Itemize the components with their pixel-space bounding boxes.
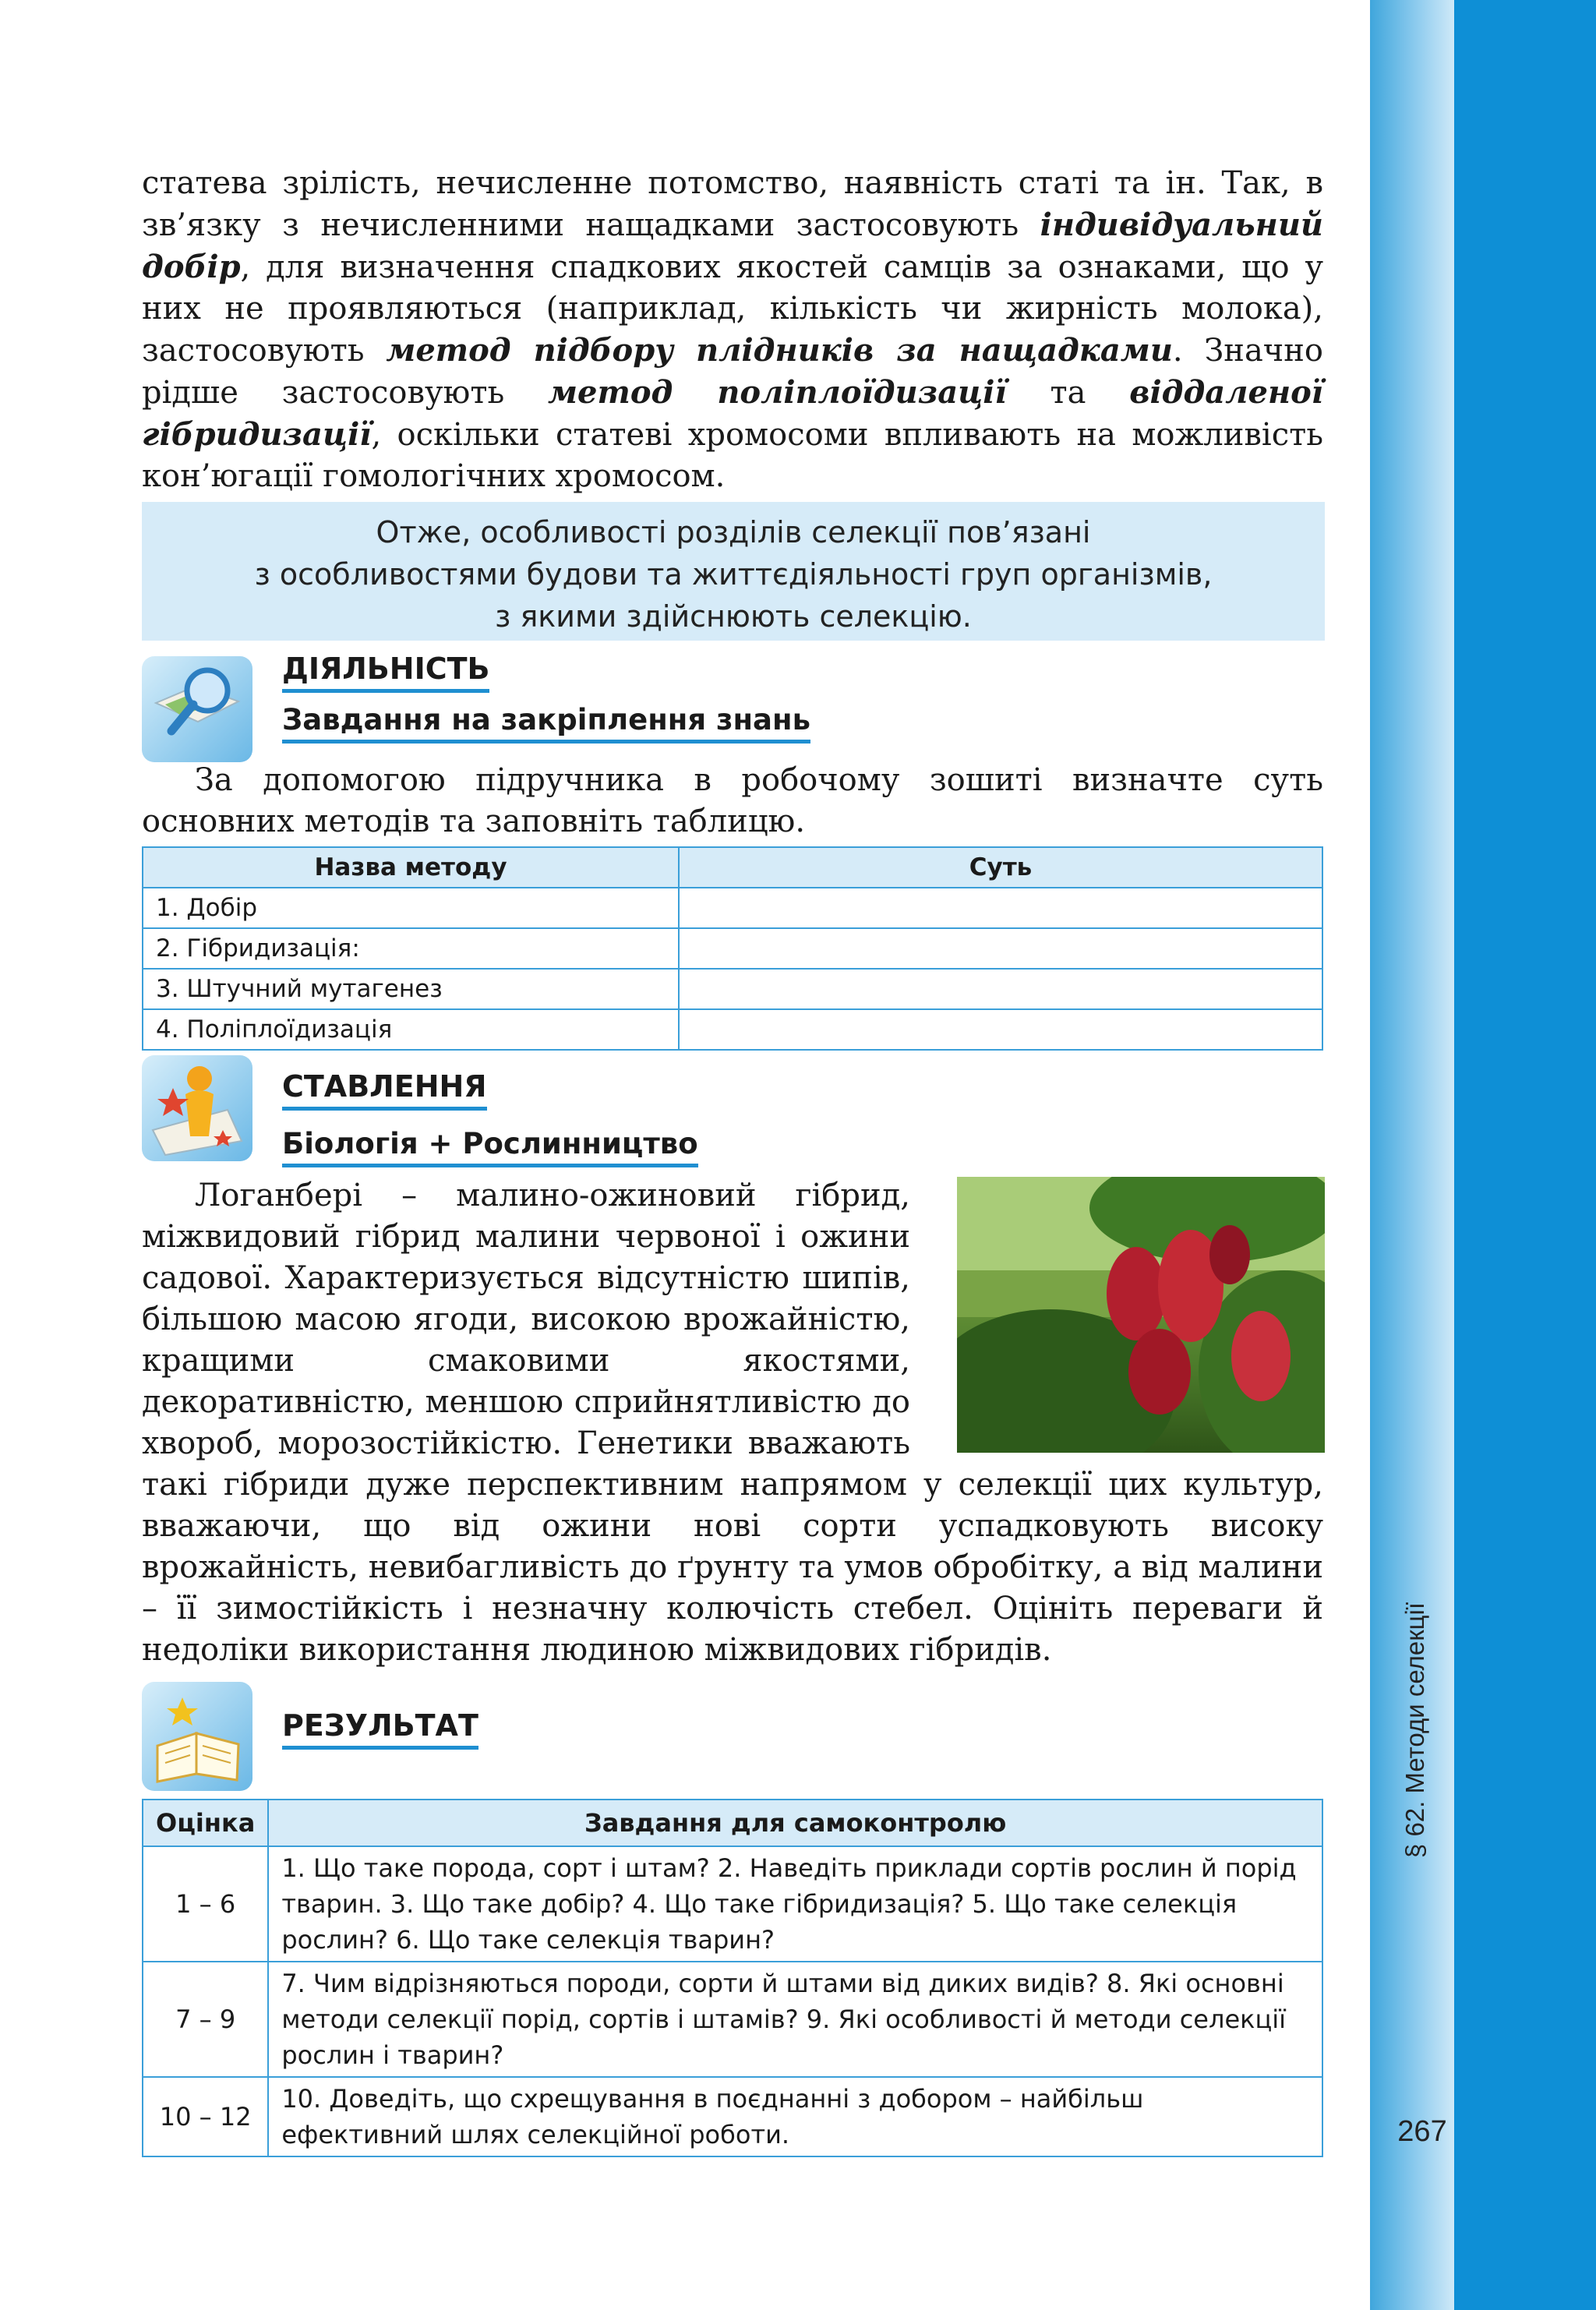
results-table [142, 1799, 1323, 2157]
table-header-row [143, 847, 1322, 888]
table-row [143, 2077, 1322, 2156]
task-cell: 1. Що таке порода, сорт і штам? 2. Наведіть приклади сортів рослин й порід тварин. 3. Що таке добір? 4. Що таке гібридизація? 5. Що таке селекція рослин? 6. Що таке селекція тварин? [268, 1846, 1322, 1962]
conclusion-line: Отже, особливості розділів селекції пов’язані [376, 515, 1091, 549]
table-header: Завдання для самоконтролю [268, 1800, 1322, 1846]
table-row [143, 888, 1322, 928]
task-cell: 7. Чим відрізняються породи, сорти й штами від диких видів? 8. Які основні методи селекції порід, сортів і штамів? 9. Які особливості й методи селекції рослин і тварин? [268, 1962, 1322, 2077]
table-row [143, 1846, 1322, 1962]
intro-paragraph: статева зрілість, нечисленне потомство, наявність статі та ін. Так, в зв’язку з нечисленними нащадками застосовують індивідуальний добір, для визначення спадкових якостей самців за ознаками, що у них не проявляються (наприклад, кількість чи жирність молока), застосовують метод підбору плідників за нащадками. Значно рідше застосовують метод поліплоїдизації та віддаленої гібридизації, оскільки статеві хромосоми впливають на можливість кон’югації гомологічних хромосом. [142, 165, 1323, 494]
attitude-paragraph [142, 1175, 1323, 1671]
method-name: 3. Штучний мутагенез [143, 969, 679, 1009]
chapter-label: § 62. Методи селекції [1400, 1602, 1429, 1859]
methods-table [142, 846, 1323, 1051]
activity-text: За допомогою підручника в робочому зошиті визначте суть основних методів та заповніть таблицю. [142, 762, 1323, 839]
method-name: 2. Гібридизація: [143, 928, 679, 969]
method-essence-cell[interactable] [679, 928, 1322, 969]
score-cell: 7 – 9 [143, 1962, 268, 2077]
method-name: 1. Добір [143, 888, 679, 928]
magnifier-map-icon [142, 656, 252, 762]
table-row [143, 969, 1322, 1009]
score-cell: 1 – 6 [143, 1846, 268, 1962]
attitude-title: СТАВЛЕННЯ [282, 1069, 487, 1111]
table-row [143, 1009, 1322, 1050]
table-row [143, 1962, 1322, 2077]
conclusion-line: з якими здійснюють селекцію. [495, 599, 972, 634]
result-title: РЕЗУЛЬТАТ [282, 1708, 478, 1750]
table-header-row [143, 1800, 1322, 1846]
person-star-icon [142, 1055, 252, 1161]
table-header: Оцінка [143, 1800, 268, 1846]
method-essence-cell[interactable] [679, 1009, 1322, 1050]
score-cell: 10 – 12 [143, 2077, 268, 2156]
table-header: Суть [679, 847, 1322, 888]
method-essence-cell[interactable] [679, 969, 1322, 1009]
sidebar-band [1454, 0, 1596, 2310]
open-book-icon [142, 1682, 252, 1791]
conclusion-box [142, 502, 1325, 641]
activity-subtitle: Завдання на закріплення знань [282, 703, 810, 744]
table-row [143, 928, 1322, 969]
sidebar-gradient [1370, 0, 1454, 2310]
conclusion-line: з особливостями будови та життєдіяльності груп організмів, [254, 557, 1213, 592]
task-cell: 10. Доведіть, що схрещування в поєднанні з добором – найбільш ефективний шлях селекційної роботи. [268, 2077, 1322, 2156]
activity-title: ДІЯЛЬНІСТЬ [282, 652, 489, 693]
method-name: 4. Поліплоїдизація [143, 1009, 679, 1050]
table-header: Назва методу [143, 847, 679, 888]
page-number: 267 [1397, 2115, 1447, 2148]
attitude-paragraph-text: Логанбері – малино-ожиновий гібрид, міжвидовий гібрид малини червоної і ожини садової. Характеризується відсутністю шипів, більшою масою ягоди, високою врожайністю, кращими смаковими якостями, декоративністю, меншою сприйнятливістю до хвороб, морозостійкістю. Генетики вважають такі гібриди дуже перспективним напрямом у селекції цих культур, вважаючи, що від ожини нові сорти успадковують високу врожайність, невибагливість до ґрунту та умов обробітку, а від малини – її зимостійкість і незначну колючість стебел. Оцініть переваги й недоліки використання людиною міжвидових гібридів. [142, 1178, 1323, 1668]
photo-float-spacer [910, 1175, 1323, 1448]
attitude-subtitle: Біологія + Рослинництво [282, 1127, 698, 1167]
method-essence-cell[interactable] [679, 888, 1322, 928]
